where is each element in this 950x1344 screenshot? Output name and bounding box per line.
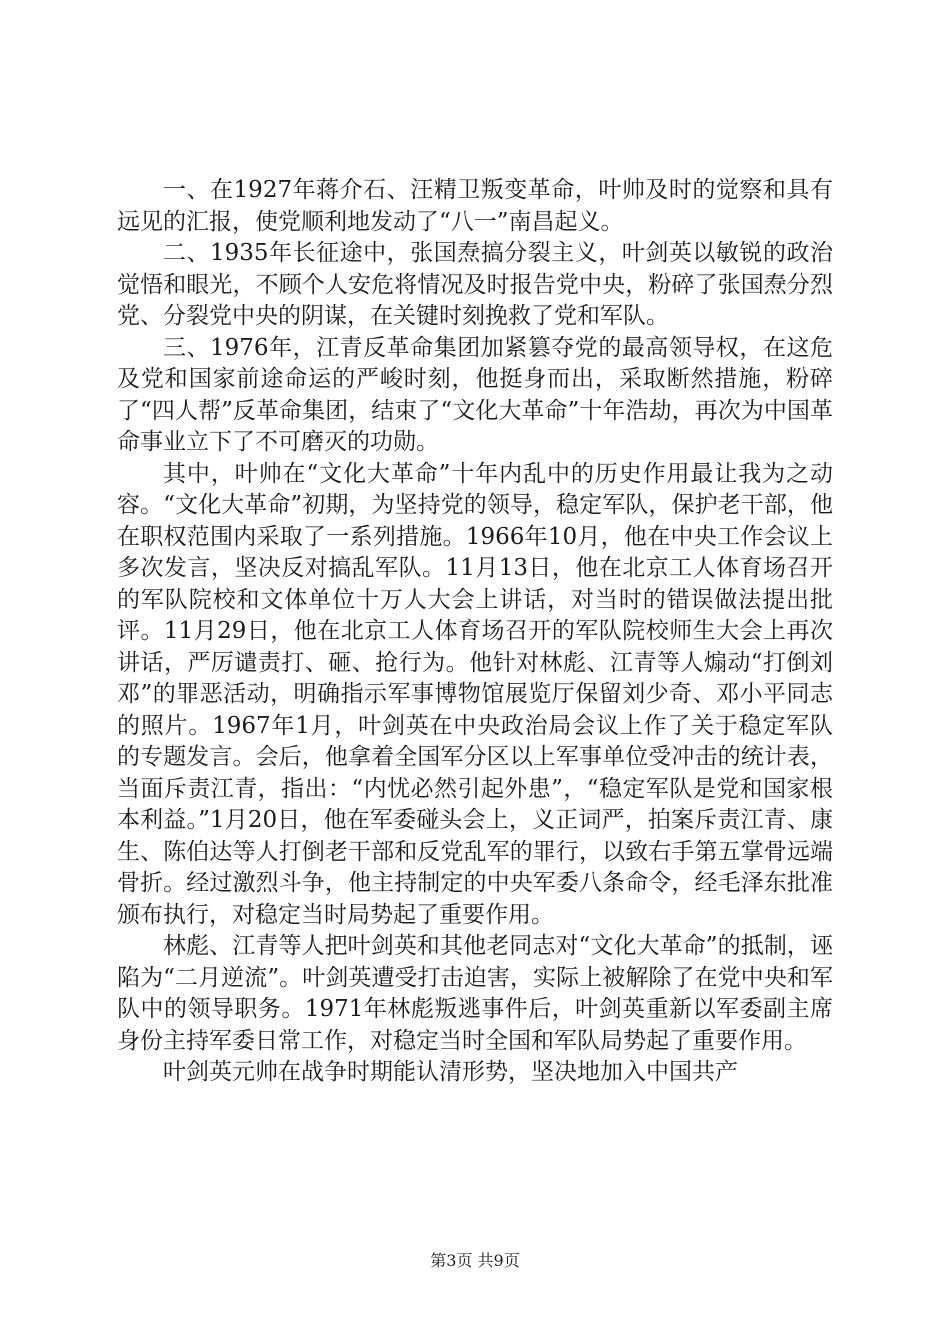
paragraph-wartime-continued: 叶剑英元帅在战争时期能认清形势，坚决地加入中国共产 — [163, 1059, 738, 1085]
page-footer: 第3页 共9页 — [430, 1251, 520, 1270]
paragraph-1935-long-march: 二、1935年长征途中，张国焘搞分裂主义，叶剑英以敏锐的政治觉悟和眼光，不顾个人安危将情况及时报告党中央，粉碎了张国焘分烈党、分裂党中央的阴谋，在关键时刻挽救了党和军队。 — [117, 240, 833, 329]
paragraph-1927-nanchang: 一、在1927年蒋介石、汪精卫叛变革命，叶帅及时的觉察和具有远见的汇报，使党顺利地发动了“八一”南昌起义。 — [117, 177, 833, 235]
paragraph-february-countercurrent: 林彪、江青等人把叶剑英和其他老同志对“文化大革命”的抵制，诬陷为“二月逆流”。叶剑英遭受打击迫害，实际上被解除了在党中央和军队中的领导职务。1971年林彪叛逃事件后，叶剑英重新以军委副主席身份主持军委日常工作，对稳定当时全国和军队局势起了重要作用。 — [117, 933, 833, 1054]
paragraph-cultural-revolution: 其中，叶帅在“文化大革命”十年内乱中的历史作用最让我为之动容。“文化大革命”初期，为坚持党的领导，稳定军队，保护老干部，他在职权范围内采取了一系列措施。1966年10月，他在中央工作会议上多次发言，坚决反对搞乱军队。11月13日，他在北京工人体育场召开的军队院校和文体单位十万人大会上讲话，对当时的错误做法提出批评。11月29日，他在北京工人体育场召开的军队院校师生大会上再次讲话，严厉谴责打、砸、抢行为。他针对林彪、江青等人煽动“打倒刘邓”的罪恶活动，明确指示军事博物馆展览厅保留刘少奇、邓小平同志的照片。1967年1月，叶剑英在中央政治局会议上作了关于稳定军队的专题发言。会后，他拿着全国军分区以上军事单位受冲击的统计表，当面斥责江青，指出：“内忧必然引起外患”，“稳定军队是党和国家根本利益。”1月20日，他在军委碰头会上，义正词严，拍案斥责江青、康生、陈伯达等人打倒老干部和反党乱军的罪行，以致右手第五掌骨远端骨折。经过激烈斗争，他主持制定的中央军委八条命令，经毛泽东批准颁布执行，对稳定当时局势起了重要作用。 — [117, 460, 833, 928]
document-body — [117, 175, 833, 1089]
paragraph-1976-gang-of-four: 三、1976年，江青反革命集团加紧篡夺党的最高领导权，在这危及党和国家前途命运的严峻时刻，他挺身而出，采取断然措施，粉碎了“四人帮”反革命集团，结束了“文化大革命”十年浩劫，再次为中国革命事业立下了不可磨灭的功勋。 — [117, 334, 833, 455]
